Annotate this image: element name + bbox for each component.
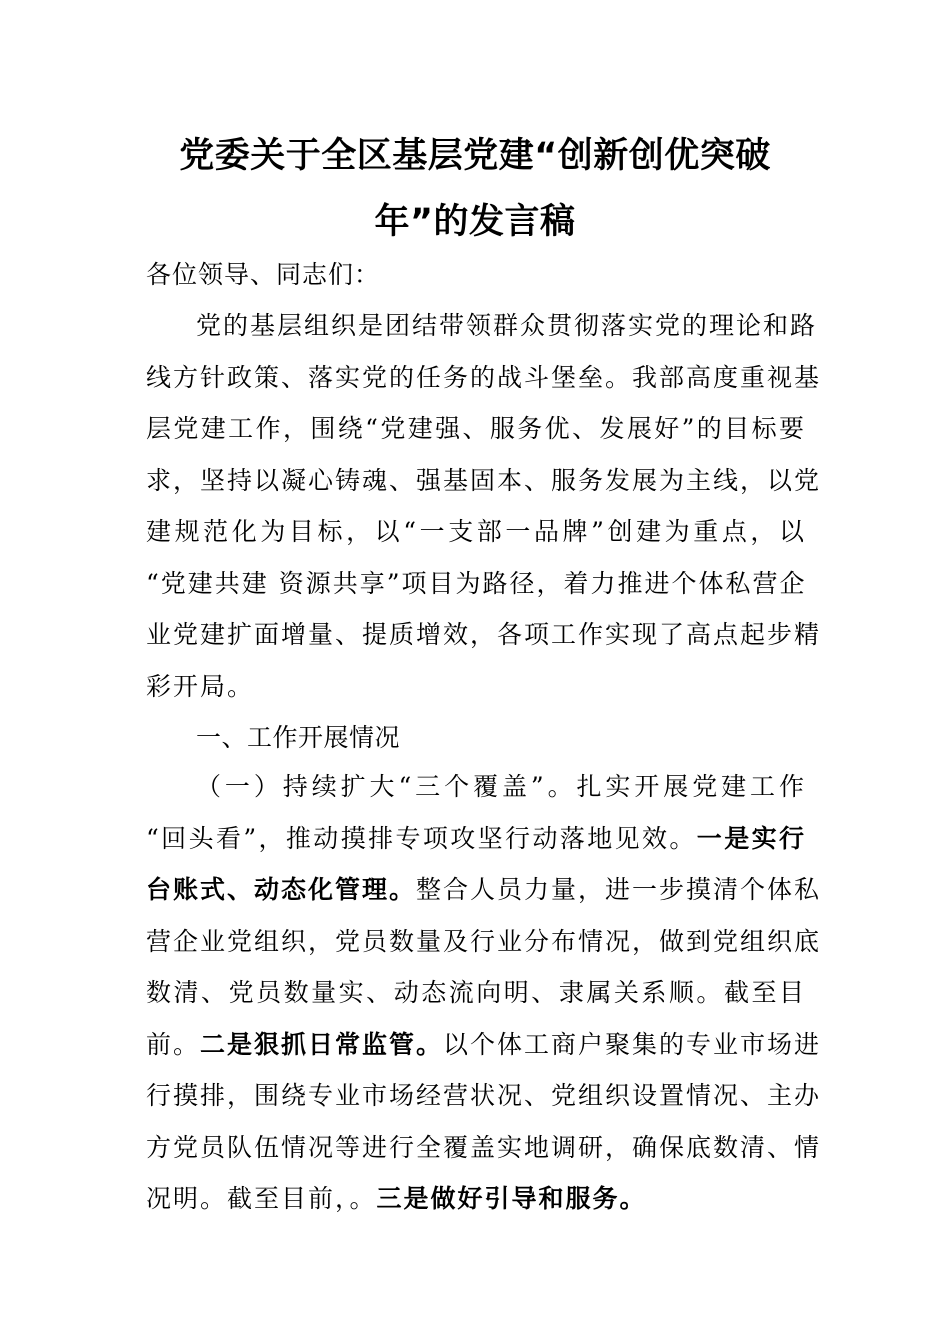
text-run: 以个体工商户聚集的专业市场进 bbox=[443, 1030, 822, 1059]
paragraph-1-line-7: 业党建扩面增量、提质增效，各项工作实现了高点起步精 bbox=[146, 620, 822, 649]
paragraph-1-line-5: 建规范化为目标，以“一支部一品牌”创建为重点，以 bbox=[146, 517, 806, 546]
text-run: 前。 bbox=[146, 1030, 201, 1059]
paragraph-2-line-3 bbox=[146, 874, 822, 906]
text-run: 整合人员力量，进一步摸清个体私 bbox=[416, 875, 822, 904]
salutation: 各位领导、同志们： bbox=[146, 260, 381, 289]
bold-run: 台账式、动态化管理。 bbox=[146, 875, 417, 904]
paragraph-2-line-4: 营企业党组织，党员数量及行业分布情况，做到党组织底 bbox=[146, 927, 822, 956]
paragraph-2-line-9 bbox=[146, 1183, 647, 1215]
bold-run: 一是实行 bbox=[696, 824, 806, 853]
paragraph-1-line-2: 线方针政策、落实党的任务的战斗堡垒。我部高度重视基 bbox=[146, 363, 822, 392]
text-run: 况明。截至目前，。 bbox=[146, 1184, 377, 1213]
paragraph-2-line-1: （一）持续扩大“三个覆盖”。扎实开展党建工作 bbox=[196, 772, 806, 801]
text-run: “回头看”，推动摸排专项攻坚行动落地见效。 bbox=[146, 824, 697, 853]
paragraph-2-line-5: 数清、党员数量实、动态流向明、隶属关系顺。截至目 bbox=[146, 978, 806, 1007]
paragraph-1-line-8: 彩开局。 bbox=[146, 672, 255, 701]
bold-run: 二是狠抓日常监管。 bbox=[200, 1030, 444, 1059]
paragraph-1-line-4: 求，坚持以凝心铸魂、强基固本、服务发展为主线，以党 bbox=[146, 466, 822, 495]
document-title-line-1: 党委关于全区基层党建“创新创优突破 bbox=[179, 136, 771, 176]
paragraph-1-line-3: 层党建工作，围绕“党建强、服务优、发展好”的目标要 bbox=[146, 414, 806, 443]
paragraph-2-line-8: 方党员队伍情况等进行全覆盖实地调研，确保底数清、情 bbox=[146, 1133, 822, 1162]
paragraph-1-line-1: 党的基层组织是团结带领群众贯彻落实党的理论和路 bbox=[196, 311, 818, 340]
paragraph-2-line-7: 行摸排，围绕专业市场经营状况、党组织设置情况、主办 bbox=[146, 1081, 822, 1110]
document-title-line-2: 年”的发言稿 bbox=[374, 202, 576, 242]
bold-run: 三是做好引导和服务。 bbox=[376, 1184, 647, 1213]
paragraph-2-line-6 bbox=[146, 1029, 822, 1061]
section-heading: 一、工作开展情况 bbox=[196, 723, 401, 752]
paragraph-1-line-6: “党建共建 资源共享”项目为路径，着力推进个体私营企 bbox=[146, 569, 807, 598]
paragraph-2-line-2 bbox=[146, 823, 806, 855]
